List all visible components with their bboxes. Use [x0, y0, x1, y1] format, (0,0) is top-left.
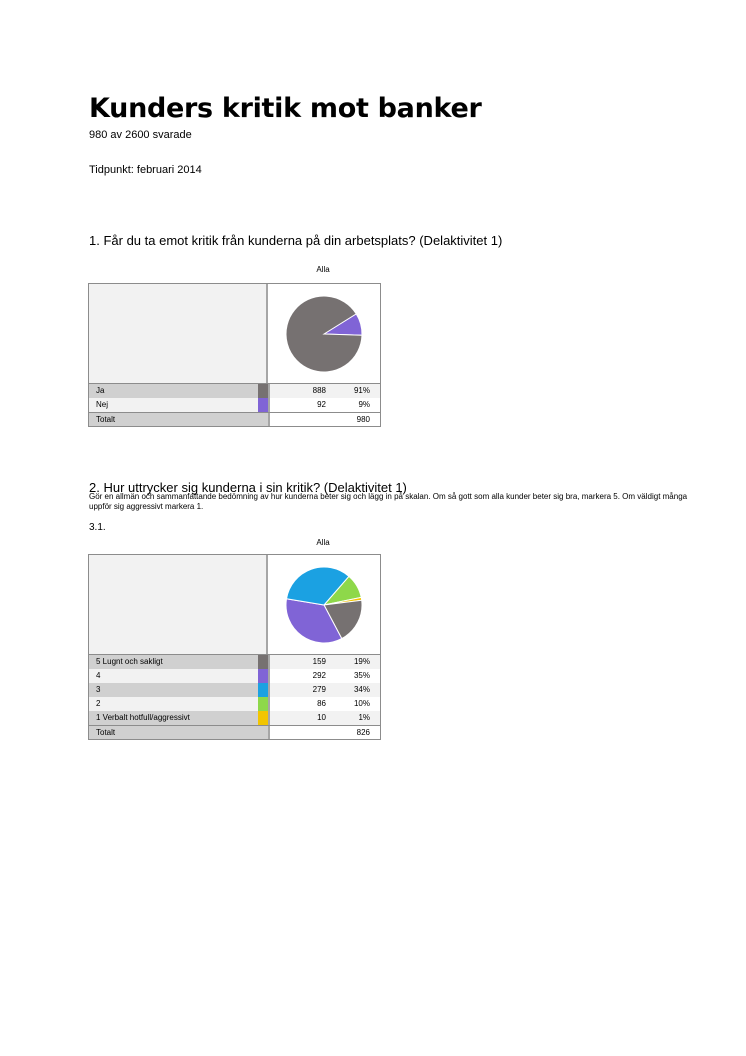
- table-row: [89, 683, 380, 697]
- q1-chart-area: [89, 284, 380, 384]
- row-percent: 1%: [330, 711, 380, 725]
- row-count: 279: [270, 683, 330, 697]
- row-label: Nej: [89, 398, 258, 412]
- row-label: 1 Verbalt hotfull/aggressivt: [89, 711, 258, 725]
- row-percent: 35%: [330, 669, 380, 683]
- q2-group-label: Alla: [316, 538, 330, 547]
- row-label: 5 Lugnt och sakligt: [89, 655, 258, 669]
- table-row: [89, 398, 380, 412]
- total-value: 826: [268, 726, 380, 739]
- q2-table: [89, 655, 380, 725]
- row-label: Ja: [89, 384, 258, 398]
- row-label: 2: [89, 697, 258, 711]
- row-count: 888: [270, 384, 330, 398]
- table-row: [89, 655, 380, 669]
- q2-result-block: [88, 554, 381, 740]
- row-label: 4: [89, 669, 258, 683]
- table-row: [89, 711, 380, 725]
- question-1-title: 1. Får du ta emot kritik från kunderna på din arbetsplats? (Delaktivitet 1): [89, 233, 503, 248]
- row-count: 292: [270, 669, 330, 683]
- color-swatch: [258, 384, 268, 398]
- row-percent: 91%: [330, 384, 380, 398]
- question-2-subnumber: 3.1.: [89, 522, 106, 533]
- q2-pie-chart: [284, 565, 364, 645]
- table-row: [89, 384, 380, 398]
- q1-total-row: [89, 412, 380, 426]
- color-swatch: [258, 697, 268, 711]
- response-count: 980 av 2600 svarade: [89, 129, 192, 141]
- total-label: Totalt: [89, 726, 268, 739]
- q1-pie-chart: [284, 294, 364, 374]
- q1-group-label: Alla: [316, 265, 330, 274]
- color-swatch: [258, 398, 268, 412]
- q2-chart-area: [89, 555, 380, 655]
- row-label: 3: [89, 683, 258, 697]
- question-2-title: 2. Hur uttrycker sig kunderna i sin kritik? (Delaktivitet 1): [89, 480, 407, 495]
- row-percent: 34%: [330, 683, 380, 697]
- row-count: 92: [270, 398, 330, 412]
- total-label: Totalt: [89, 413, 268, 426]
- row-percent: 9%: [330, 398, 380, 412]
- row-count: 86: [270, 697, 330, 711]
- row-count: 10: [270, 711, 330, 725]
- q2-total-row: [89, 725, 380, 739]
- page-title: Kunders kritik mot banker: [89, 93, 482, 124]
- row-percent: 10%: [330, 697, 380, 711]
- table-row: [89, 669, 380, 683]
- table-row: [89, 697, 380, 711]
- survey-date: Tidpunkt: februari 2014: [89, 164, 202, 176]
- q1-table: [89, 384, 380, 412]
- color-swatch: [258, 711, 268, 725]
- q1-result-block: [88, 283, 381, 427]
- question-2-description: Gör en allmän och sammanfattande bedömning av hur kunderna beter sig och lägg in på skalan. Om så gott som alla kunder beter sig bra, markera 5. Om väldigt många uppför sig aggressivt markera 1.: [89, 492, 688, 511]
- row-percent: 19%: [330, 655, 380, 669]
- row-count: 159: [270, 655, 330, 669]
- color-swatch: [258, 655, 268, 669]
- color-swatch: [258, 669, 268, 683]
- total-value: 980: [268, 413, 380, 426]
- color-swatch: [258, 683, 268, 697]
